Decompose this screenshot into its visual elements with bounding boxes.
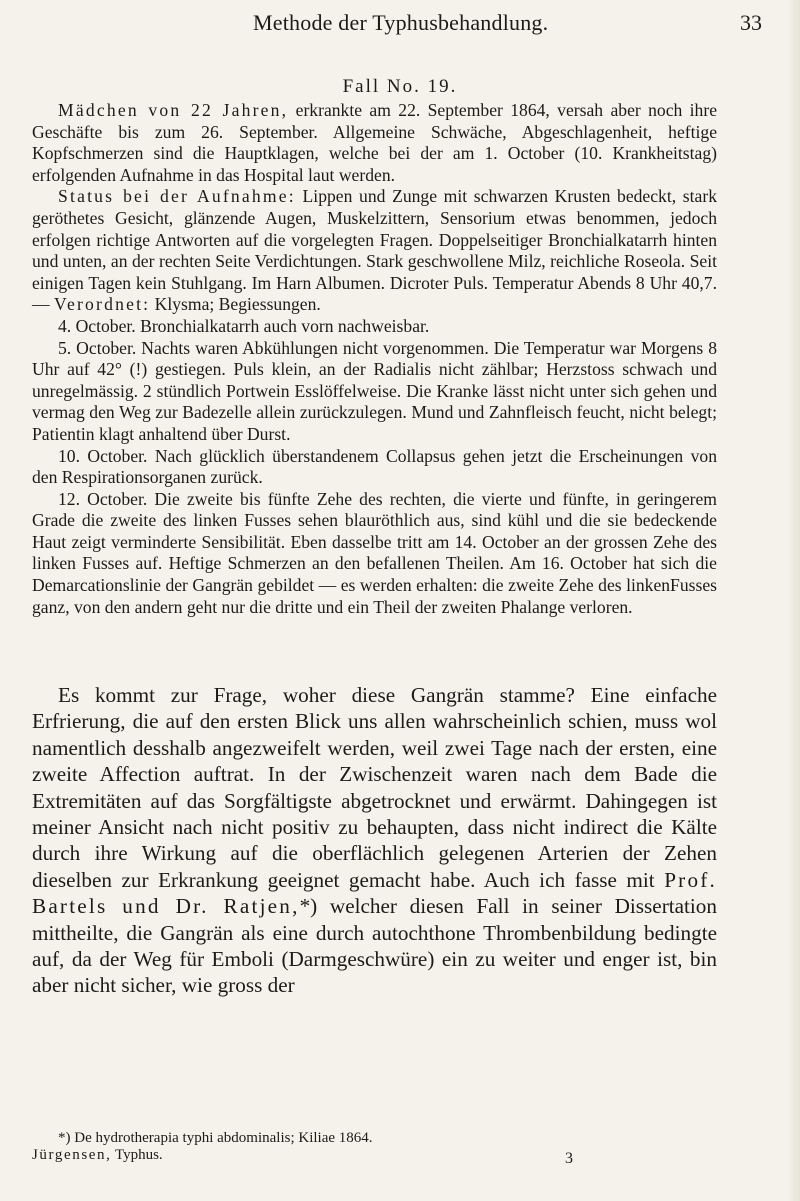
case-heading: Fall No. 19. [342, 76, 458, 97]
status-label: Status bei der Aufnahme: [58, 186, 296, 207]
case-intro-paragraph [32, 100, 717, 186]
footnote-reference: *) [299, 894, 318, 919]
status-text: Lippen und Zunge mit schwarzen Krusten bedeckt, stark geröthetes Gesicht, glänzende Augen, Muskelzittern, Sensorium etwas benommen, jedoch erfolgen richtige Antworten auf die vorgelegten Fragen. Doppelseitiger Bronchialkatarrh hinten und unten, an der rechten Seite Verdichtungen. Stark geschwollene Milz, reichliche Roseola. Seit einigen Tagen kein Stuhlgang. Im Harn Albumen. Dicroter Puls. Temperatur Abends 8 Uhr 40,7. — [32, 186, 717, 315]
footnote [32, 1130, 717, 1164]
patient-description: Mädchen von 22 Jahren, [58, 100, 289, 120]
discussion-text-1: Es kommt zur Frage, woher diese Gangrän stamme? Eine einfache Erfrierung, die auf den ersten Blick uns allen wahrscheinlich schien, muss wol namentlich desshalb angezweifelt werden, weil zwei Tage nach der ersten, eine zweite Affection auftrat. In der Zwischenzeit waren nach dem Bade die Extremitäten auf das Sorgfältigste abgetrocknet und erwärmt. Dahingegen ist meiner Ansicht nach nicht positiv zu behaupten, dass nicht indirect die Kälte durch ihre Wirkung auf die oberflächlich gelegenen Arterien der Zehen dieselben zur Erkrankung geeignet gemacht habe. Auch ich fasse mit [32, 683, 717, 892]
footnote-running-foot [32, 1147, 717, 1164]
cited-names: Prof. Bartels und Dr. Ratjen, [32, 867, 717, 919]
case-entry-oct-10: 10. October. Nach glücklich überstandenem Collapsus gehen jetzt die Erscheinungen von den Respirationsorganen zurück. [32, 445, 717, 488]
page-edge [788, 0, 800, 1201]
running-header [0, 10, 800, 44]
footnote-citation [32, 1130, 717, 1147]
footnote-text: De hydrotherapia typhi abdominalis; Kiliae 1864. [70, 1130, 373, 1146]
verordnet-label: Verordnet: [54, 294, 151, 315]
discussion-paragraph [32, 682, 717, 999]
page-number: 33 [740, 10, 762, 35]
case-report [32, 100, 717, 618]
footnote-title: Typhus. [111, 1147, 163, 1163]
footnote-author: Jürgensen, [32, 1147, 112, 1163]
discussion-text-2: welcher diesen Fall in seiner Dissertation mittheilte, die Gangrän als eine durch autochthone Thrombenbildung bedingte auf, da der Weg für Emboli (Darmgeschwüre) ein zu weiter und enger ist, bin aber nicht sicher, wie gross der [32, 894, 717, 998]
status-paragraph [32, 186, 717, 316]
case-entry-oct-4: 4. October. Bronchialkatarrh auch vorn nachweisbar. [58, 315, 430, 336]
case-entry-oct-12: 12. October. Die zweite bis fünfte Zehe des rechten, die vierte und fünfte, in geringerem Grade die zweite des linken Fusses sehen blauröthlich aus, sind kühl und die sie bedeckende Haut zeigt verminderte Sensibilität. Eben dasselbe tritt am 14. October an der grossen Zehe des linken Fusses auf. Heftige Schmerzen an den befallenen Theilen. Am 16. October hat sich die Demarcationslinie der Gangrän gebildet — es werden erhalten: die zweite Zehe des linkenFusses ganz, von den andern geht nur die dritte und ein Theil der zweiten Phalange verloren. [32, 488, 717, 617]
verordnet-text: Klysma; Begiessungen. [150, 294, 321, 315]
discussion [32, 682, 717, 999]
signature-mark: 3 [565, 1150, 573, 1167]
case-intro-text: erkrankte am 22. September 1864, versah aber noch ihre Geschäfte bis zum 26. September. Allgemeine Schwäche, Abgeschlagenheit, heftige Kopfschmerzen sind die Hauptklagen, welche bei der am 1. October (10. Krankheitstag) erfolgenden Aufnahme in das Hospital laut werden. [32, 100, 718, 185]
running-title: Methode der Typhusbehandlung. [253, 10, 549, 35]
case-entry-oct-5: 5. October. Nachts waren Abkühlungen nicht vorgenommen. Die Temperatur war Morgens 8 Uhr auf 42° (!) gestiegen. Puls klein, an der Radialis nicht zählbar; Herzstoss schwach und unregelmässig. 2 stündlich Portwein Esslöffelweise. Die Kranke lässt nicht unter sich gehen und vermag den Weg zur Badezelle allein zurückzulegen. Mund und Zahnfleisch feucht, nicht belegt; Patientin klagt anhaltend über Durst. [32, 337, 717, 444]
footnote-mark: *) [58, 1130, 71, 1146]
